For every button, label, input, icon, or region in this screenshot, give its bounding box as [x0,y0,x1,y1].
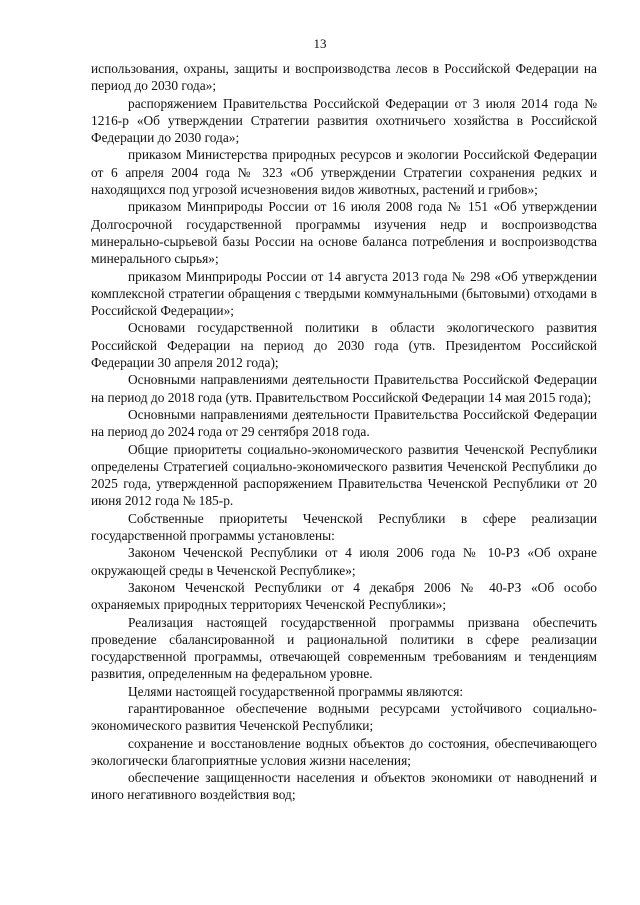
paragraph-program-goals-heading: Целями настоящей государственной программы являются: [128,683,464,699]
paragraph-goal-water-restoration: сохранение и восстановление водных объектов до состояния, обеспечивающего экологически благоприятные условия жизни населения; [91,735,597,768]
paragraph-program-implementation: Реализация настоящей государственной программы призвана обеспечить проведение сбалансированной и рациональной политики в сфере реализации государственной программы, отвечающей современным требованиям и тенденциям развития, определенным на федеральном уровне. [91,614,597,682]
paragraph-government-directions-2018: Основными направлениями деятельности Правительства Российской Федерации на период до 2018 года (утв. Правительством Российской Федерации 14 мая 2015 года); [91,372,597,405]
paragraph-goal-flood-protection: обеспечение защищенности населения и объектов экономики от наводнений и иного негативного воздействия вод; [91,770,597,803]
paragraph-ecological-policy-basics: Основами государственной политики в области экологического развития Российской Федерации на период до 2030 года (утв. Президентом Российской Федерации 30 апреля 2012 года); [91,320,597,371]
paragraph-rare-species-strategy: приказом Министерства природных ресурсов и экологии Российской Федерации от 6 апреля 2004 года № 323 «Об утверждении Стратегии сохранения редких и находящихся под угрозой исчезновения видов животных, растений и грибов»; [91,147,597,198]
paragraph-protected-areas-law: Законом Чеченской Республики от 4 декабря 2006 № 40-РЗ «Об особо охраняемых природных территориях Чеченской Республики»; [91,579,597,613]
paragraph-mineral-resources-program: приказом Минприроды России от 16 июля 2008 года № 151 «Об утверждении Долгосрочной государственной программы изучения недр и воспроизводства минерально-сырьевой базы России на основе баланса потребления и воспроизводства минерального сырья»; [91,199,597,267]
paragraph-waste-strategy: приказом Минприроды России от 14 августа 2013 года № 298 «Об утверждении комплексной стратегии обращения с твердыми коммунальными (бытовыми) отходами в Российской Федерации»; [91,268,597,319]
paragraph-general-priorities: Общие приоритеты социально-экономического развития Чеченской Республики определены Стратегией социально-экономического развития Чеченской Республики до 2025 года, утвержденной распоряжением Правительства Чеченской Республики от 20 июня 2012 года № 185-р. [91,441,597,509]
paragraph-forest-strategy-continuation: использования, охраны, защиты и воспроизводства лесов в Российской Федерации на период до 2030 года»; [91,61,597,94]
document-body [91,60,597,804]
page-number: 13 [313,36,327,51]
paragraph-government-directions-2024: Основными направлениями деятельности Правительства Российской Федерации на период до 2024 года от 29 сентября 2018 года. [91,406,597,440]
paragraph-hunting-strategy: распоряжением Правительства Российской Федерации от 3 июля 2014 года № 1216-р «Об утверждении Стратегии развития охотничьего хозяйства в Российской Федерации до 2030 года»; [91,95,597,146]
paragraph-goal-water-supply: гарантированное обеспечение водными ресурсами устойчивого социально-экономического развития Чеченской Республики; [91,700,597,734]
paragraph-environment-law: Законом Чеченской Республики от 4 июля 2006 года № 10-РЗ «Об охране окружающей среды в Чеченской Республике»; [91,545,597,578]
paragraph-own-priorities: Собственные приоритеты Чеченской Республики в сфере реализации государственной программы установлены: [91,510,597,544]
